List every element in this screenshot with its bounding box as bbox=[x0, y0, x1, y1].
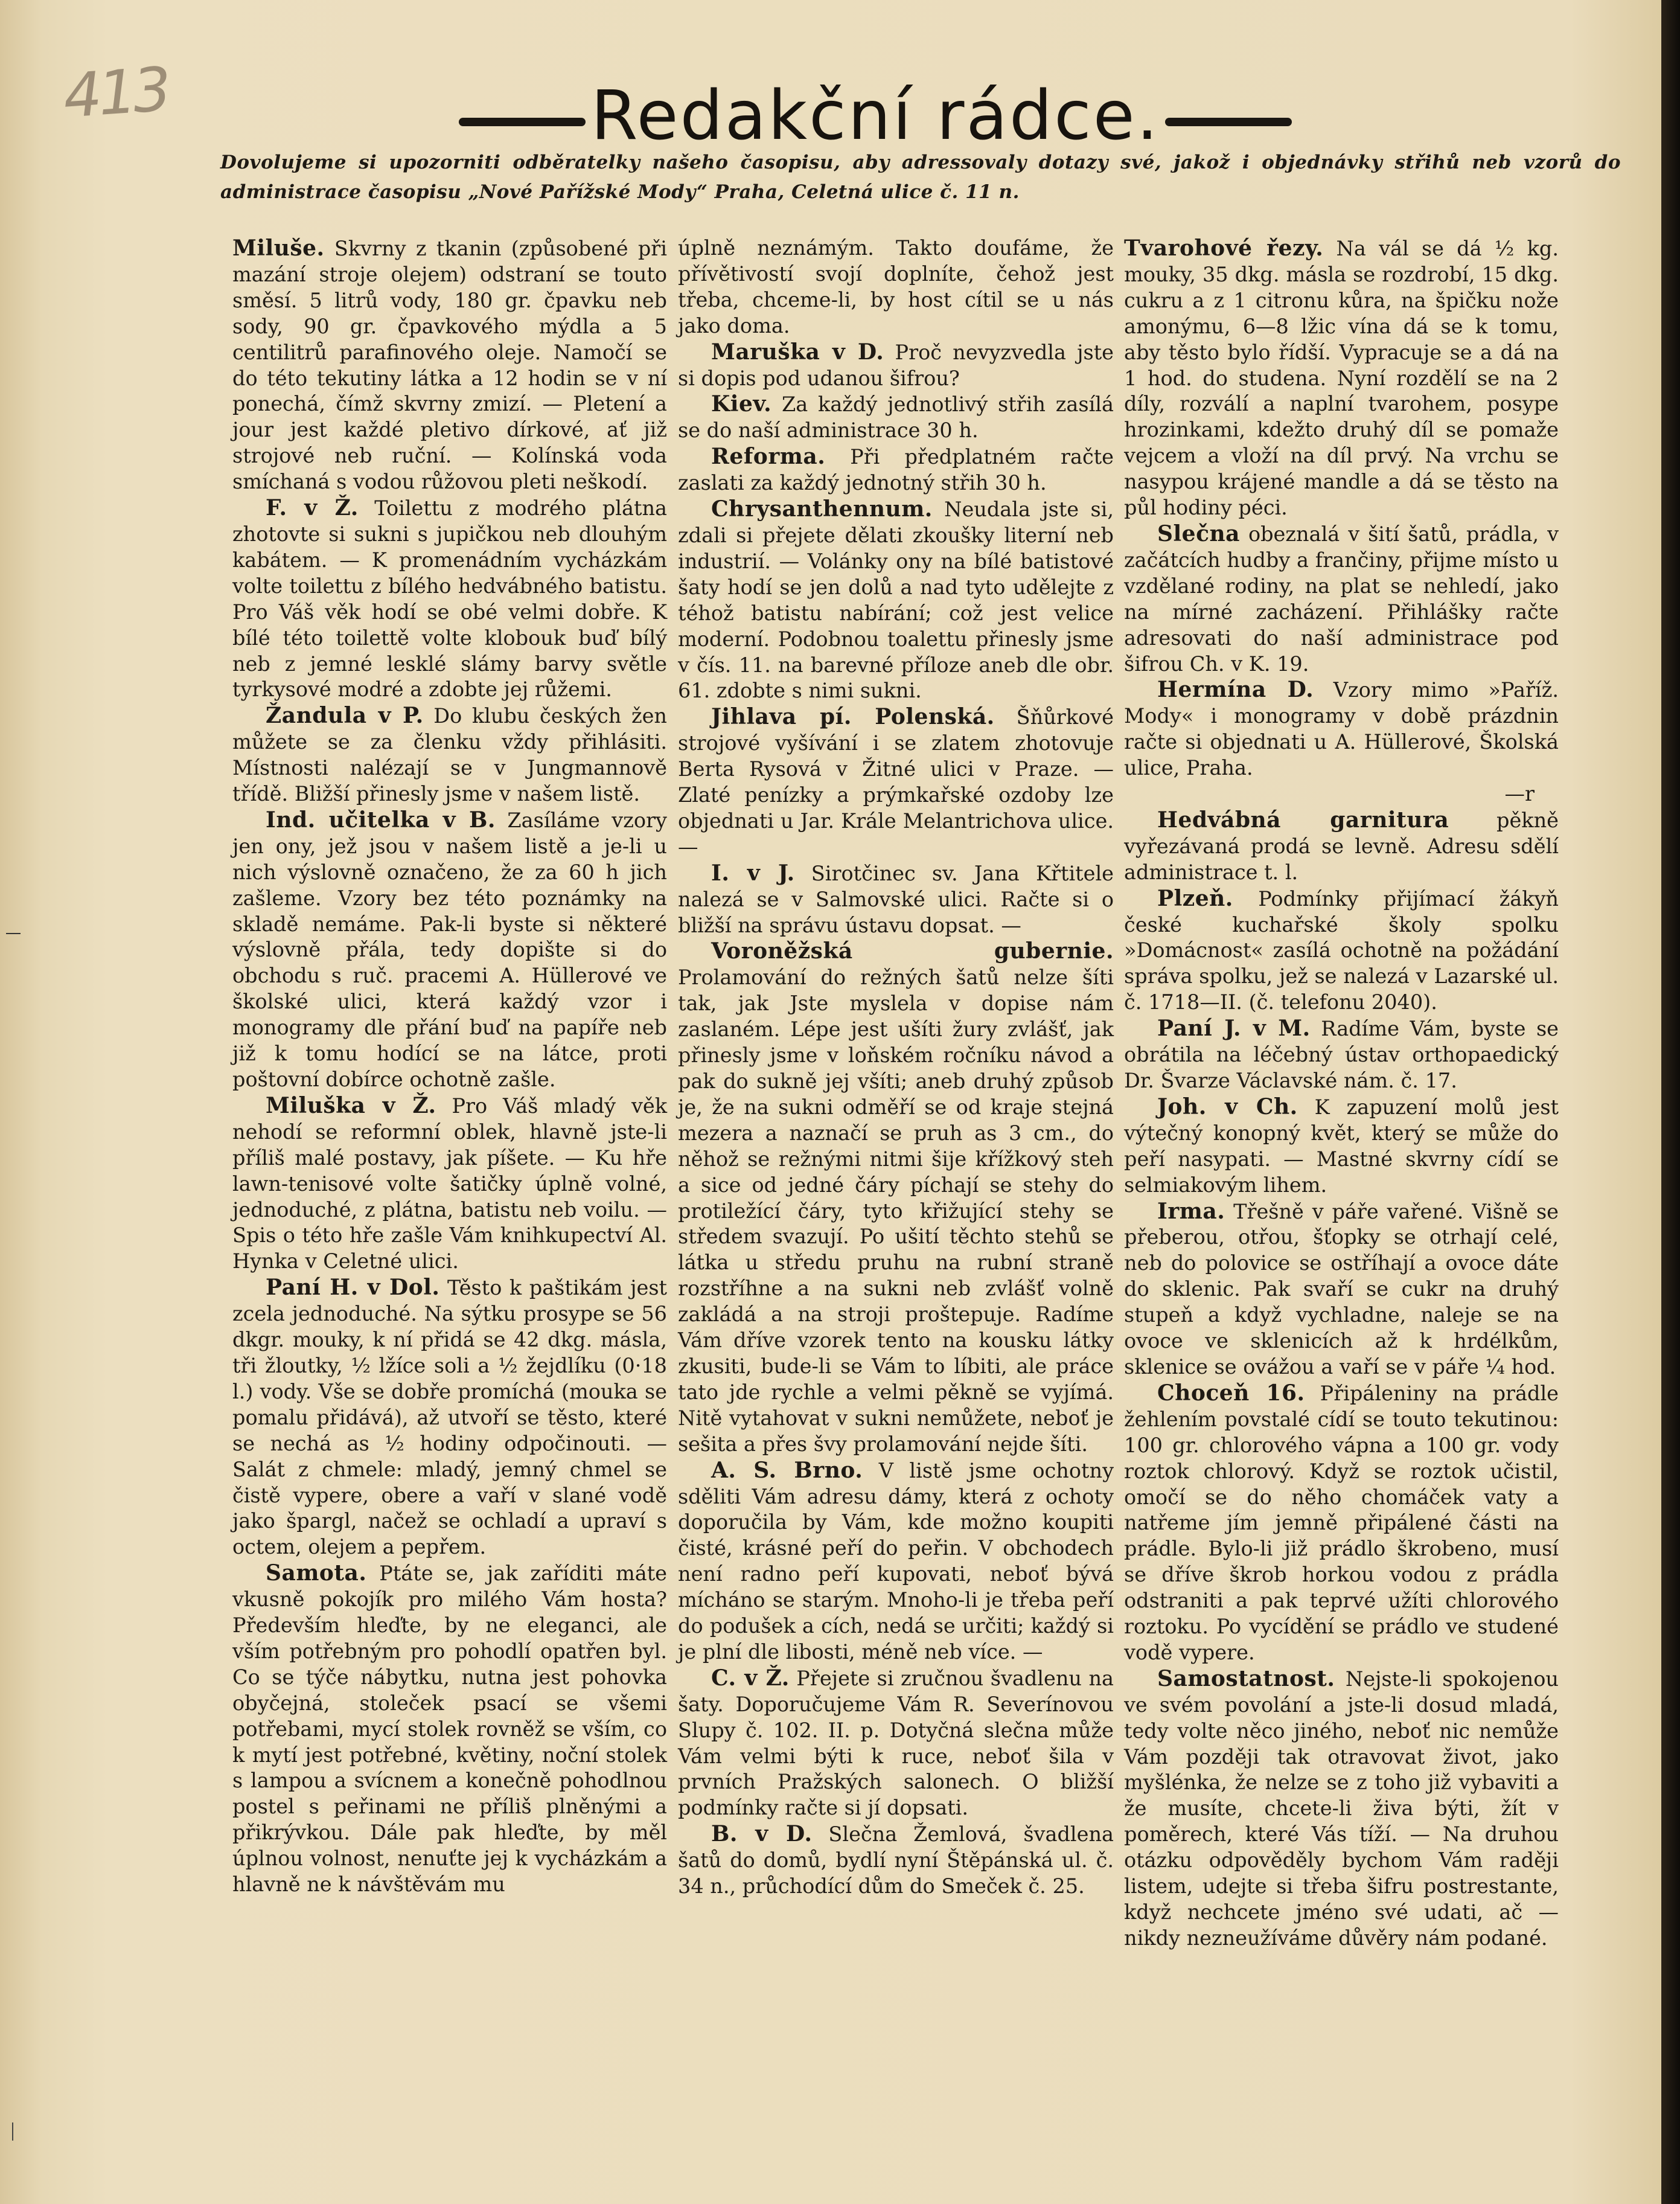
reply-text: Těsto k paštikám jest zcela jednoduché. Na sýtku prosype se 56 dkgr. mouky, k ní přidá se 42 dkg. másla, tři žloutky, ½ lžíce soli a ½ žejdlíku (0·18 l.) vody. Vše se dobře promíchá (mouka se pomalu přidává), až utvoří se těsto, které se nechá as ½ hodiny odpočinouti. — Salát z chmele: mladý, jemný chmel se čistě vypere, obere a vaří v slané vodě jako špargl, načež se ochladí a upraví s octem, olejem a pepřem. bbox=[232, 1276, 667, 1559]
reply-entry bbox=[1124, 1380, 1559, 1666]
reply-entry bbox=[678, 1665, 1114, 1821]
reply-entry bbox=[1124, 521, 1559, 677]
reply-text: Třešně v páře vařené. Višně se přeberou, otřou, šťopky se otrhají celé, neb do polovice se ostříhají a ovoce dáte do sklenic. Pak svaří se cukr na druhý stupeň a když vychladne, naleje se na ovoce ve sklenicích až k hrdélkům, sklenice se ovážou a vaří se v páře ¼ hod. bbox=[1124, 1199, 1559, 1379]
reply-entry bbox=[678, 860, 1114, 939]
column-1 bbox=[232, 235, 667, 1898]
reply-entry bbox=[678, 1821, 1114, 1900]
reply-addressee: Miluše. bbox=[232, 235, 325, 261]
reply-entry bbox=[232, 235, 667, 495]
reply-entry bbox=[678, 444, 1114, 496]
reply-entry bbox=[232, 1093, 667, 1275]
reply-addressee: Chrysanthennum. bbox=[711, 496, 933, 522]
reply-text: Přejete si zručnou švadlenu na šaty. Doporučujeme Vám R. Severínovou Slupy č. 102. II. p. Dotyčná slečna může Vám velmi býti k ruce, neboť šila v prvních Pražských salonech. O bližší podmínky račte si jí dopsati. bbox=[678, 1666, 1114, 1820]
reply-addressee: C. v Ž. bbox=[711, 1665, 790, 1691]
title-rule-right bbox=[1165, 118, 1292, 126]
reply-text: Radíme Vám, byste se obrátila na léčebný ústav orthopaedický Dr. Švarze Václavské nám. č. 17. bbox=[1124, 1017, 1559, 1092]
reply-addressee: Ind. učitelka v B. bbox=[266, 807, 496, 833]
section-header bbox=[0, 75, 1661, 157]
reply-text: Šňůrkové strojové vyšívání i se zlatem zhotovuje Berta Rysová v Žitné ulici v Praze. — Zlaté penízky a prýmkařské ozdoby lze objednati u Jar. Krále Melantrichova ulice. — bbox=[678, 705, 1114, 859]
reply-addressee: F. v Ž. bbox=[266, 495, 359, 521]
reply-addressee: Choceň 16. bbox=[1157, 1380, 1305, 1406]
reply-entry bbox=[1124, 677, 1559, 807]
reply-text: Skvrny z tkanin (způsobené při mazání stroje olejem) odstraní se touto směsí. 5 litrů vody, 180 gr. čpavku neb sody, 90 gr. čpavkového mýdla a 5 centilitrů parafinového oleje. Namočí se do této tekutiny látka a 12 hodin se v ní ponechá, čímž skvrny zmizí. — Pletení a jour jest každé pletivo dírkové, ať již strojové neb ruční. — Kolínská voda smíchaná s vodou růžovou pleti neškodí. bbox=[232, 237, 667, 494]
reply-addressee: Reforma. bbox=[711, 444, 826, 470]
reply-entry bbox=[232, 495, 667, 703]
reply-addressee: Slečna bbox=[1157, 521, 1240, 546]
reply-entry bbox=[1124, 1094, 1559, 1199]
reply-entry bbox=[678, 235, 1114, 339]
reply-text: Připáleniny na prádle žehlením povstalé cídí se touto tekutinou: 100 gr. chlorového vápna a 100 gr. vody roztok chlorový. Když se roztok učistil, omočí se do něho chomáček vaty a natřeme jím jemně připálené části na prádle. Bylo-li již prádlo škrobeno, musí se dříve škrob horkou vodou z prádla odstraniti a pak teprvé užíti chlorového roztoku. Po vycídění se prádlo ve studené vodě vypere. bbox=[1124, 1381, 1559, 1664]
reply-text: Proč nevyzvedla jste si dopis pod udanou šifrou? bbox=[678, 340, 1114, 390]
reply-addressee: Samota. bbox=[266, 1560, 367, 1586]
reply-entry bbox=[678, 938, 1114, 1457]
reply-entry bbox=[678, 391, 1114, 444]
reply-addressee: A. S. Brno. bbox=[711, 1457, 863, 1483]
reply-addressee: Kiev. bbox=[711, 391, 772, 417]
reply-addressee: Samostatnost. bbox=[1157, 1665, 1335, 1691]
reply-addressee: Tvarohové řezy. bbox=[1124, 235, 1324, 261]
reply-text: K zapuzení molů jest výtečný konopný květ, který se může do peří nasypati. — Mastné skvrny cídí se selmiakovým lihem. bbox=[1124, 1095, 1559, 1197]
reply-entry bbox=[678, 704, 1114, 860]
reply-text: Na vál se dá ½ kg. mouky, 35 dkg. másla se rozdrobí, 15 dkg. cukru a z 1 citronu kůra, na špičku nože amonýmu, 6—8 lžic vína dá se k tomu, aby těsto bylo řídší. Vypracuje se a dá na 1 hod. do studena. Nyní rozdělí se na 2 díly, rozválí a naplní tvarohem, posype hrozinkami, kdežto druhý díl se pomaže vejcem a vloží na díl prvý. Na vrchu se nasypou krájené mandle a dá se těsto na půl hodiny péci. bbox=[1124, 237, 1559, 520]
reply-entry bbox=[232, 1560, 667, 1898]
reply-text: Prolamování do režných šatů nelze šíti tak, jak Jste myslela v dopise nám zaslaném. Lépe jest ušíti žury zvlášť, jak přinesly jsme v loňském ročníku návod a pak do sukně jej všíti; aneb druhý způsob je, že na sukni odměří se od kraje stejná mezera a naznačí se pruh as 3 cm., do něhož se režnými nitmi šije křížkový steh a sice od jedné čáry píchají se stehy do protiležící čáry, tyto křižující stehy se středem svazují. Po ušití těchto stehů se látka u středu pruhu na rubní straně rozstříhne a na sukni neb zvlášť volně zakládá a na stroji proštepuje. Radíme Vám dříve vzorek tento na kousku látky zkusiti, bude-li se Vám to líbiti, ale práce tato jde rychle a velmi pěkně se vyjímá. Nitě vytahovat v sukni nemůžete, neboť je sešita a přes švy prolamování nejde šíti. bbox=[678, 966, 1114, 1456]
column-2 bbox=[678, 235, 1114, 1900]
reply-text: Pro Váš mladý věk nehodí se reformní oblek, hlavně jste-li příliš malé postavy, jak píšete. — Ku hře lawn-tenisové volte šatičky úplně volné, jednoduché, z plátna, batistu neb voilu. — Spis o této hře zašle Vám knihkupectví Al. Hynka v Celetné ulici. bbox=[232, 1094, 667, 1273]
reply-entry bbox=[1124, 1016, 1559, 1094]
reply-entry bbox=[232, 1275, 667, 1560]
reply-text: Slečna Žemlová, švadlena šatů do domů, bydlí nyní Štěpánská ul. č. 34 n., průchodící dům do Smeček č. 25. bbox=[678, 1822, 1114, 1898]
reply-addressee: Miluška v Ž. bbox=[266, 1092, 436, 1118]
reply-text: Za každý jednotlivý střih zasílá se do naší administrace 30 h. bbox=[678, 392, 1114, 443]
reply-text: úplně neznámým. Takto doufáme, že přívětivostí svojí doplníte, čehož jest třeba, chceme-li, by host cítil se u nás jako doma. bbox=[678, 236, 1114, 338]
margin-mark-lower bbox=[12, 2122, 13, 2141]
reply-addressee: B. v D. bbox=[711, 1821, 813, 1847]
reply-text: Podmínky přijímací žákyň české kuchařské školy spolku »Domácnost« zasílá ochotně na požádání správa spolku, jež se nalezá v Lazarské ul. č. 1718—II. (č. telefonu 2040). bbox=[1124, 886, 1559, 1014]
margin-mark bbox=[6, 933, 21, 934]
reply-text: Nejste-li spokojenou ve svém povolání a jste-li dosud mladá, tedy volte něco jiného, neboť nic nemůže Vám později tak otravovat život, jako myšlénka, že nelze se z toho již vybaviti a že musíte, chcete-li živa býti, žít v poměrech, které Vás tíží. — Na druhou otázku odpověděly bychom Vám raději listem, udejte si třeba šifru postrestante, když nechcete jméno své udati, ač — nikdy nezneužíváme důvěry nám podané. bbox=[1124, 1667, 1559, 1950]
reply-entry bbox=[232, 703, 667, 807]
reply-addressee: Žandula v P. bbox=[266, 703, 424, 729]
reply-addressee: I. v J. bbox=[711, 860, 795, 886]
reply-addressee: Joh. v Ch. bbox=[1157, 1094, 1298, 1120]
reply-text: Sirotčinec sv. Jana Křtitele nalezá se v Salmovské ulici. Račte si o bližší na správu ústavu dopsat. — bbox=[678, 861, 1114, 937]
reply-addressee: Hedvábná garnitura bbox=[1157, 807, 1449, 833]
reply-text: Toilettu z modrého plátna zhotovte si sukni s jupičkou neb dlouhým kabátem. — K promenádním vycházkám volte toilettu z bílého hedvábného batistu. Pro Váš věk hodí se obé velmi dobře. K bílé této toilettě volte klobouk buď bílý neb z jemné lesklé slámy barvy světle tyrkysové modré a zdobte jej růžemi. bbox=[232, 496, 667, 702]
title-rule-left bbox=[459, 118, 586, 126]
reply-entry bbox=[1124, 1199, 1559, 1380]
reply-addressee: Paní H. v Dol. bbox=[266, 1275, 440, 1301]
reply-addressee: Hermína D. bbox=[1157, 677, 1314, 703]
reply-text: pěkně vyřezávaná prodá se levně. Adresu sdělí administrace t. l. bbox=[1124, 808, 1559, 884]
reply-entry bbox=[1124, 807, 1559, 886]
reply-addressee: Maruška v D. bbox=[711, 339, 884, 365]
reply-text: Ptáte se, jak zaříditi máte vkusně pokojík pro milého Vám hosta? Především hleďte, by ne eleganci, ale vším potřebným pro pohodlí opatřen byl. Co se týče nábytku, nutna jest pohovka obyčejná, stoleček psací se všemi potřebami, mycí stolek rovněž se vším, co k mytí jest potřebné, květiny, noční stolek s lampou a svícnem a konečně pohodlnou postel s peřinami ne příliš plněnými a přikrývkou. Dále pak hleďte, by měl úplnou volnost, nenuťte jej k vycházkám a hlavně ne k návštěvám mu bbox=[232, 1562, 667, 1897]
reply-entry bbox=[678, 496, 1114, 704]
editorial-notice: Dovolujeme si upozorniti odběratelky našeho časopisu, aby adressovaly dotazy své, jakož i objednávky střihů neb vzorů do administrace časopisu „Nové Pařížské Mody“ Praha, Celetná ulice č. 11 n. bbox=[220, 152, 1621, 203]
reply-addressee: Plzeň. bbox=[1157, 885, 1233, 911]
reply-text: V listě jsme ochotny sděliti Vám adresu dámy, která z ochoty doporučila by Vám, kde možno koupiti čisté, krásné peří do peřin. V obchodech není radno peří kupovati, neboť bývá mícháno se starým. Mnoho-li je třeba peří do podušek a cích, nedá se určiti; každý si je plní dle libosti, méně neb více. — bbox=[678, 1458, 1114, 1664]
scan-edge bbox=[1661, 0, 1680, 2204]
reply-entry bbox=[678, 339, 1114, 392]
reply-entry bbox=[232, 807, 667, 1093]
reply-text: Při předplatném račte zaslati za každý jednotný střih 30 h. bbox=[678, 445, 1114, 495]
column-3 bbox=[1124, 235, 1559, 1952]
reply-addressee: Voroněžská gubernie. bbox=[711, 938, 1114, 964]
reply-text: Do klubu českých žen můžete se za členku vždy přihlásiti. Místnosti nalézají se v Jungmannově třídě. Bližší přinesly jsme v našem listě. bbox=[232, 704, 668, 806]
reply-entry bbox=[1124, 886, 1559, 1016]
reply-text: Zasíláme vzory jen ony, jež jsou v našem listě a je-li u nich výslovně označeno, že za 60 h jich zašleme. Vzory bez této poznámky na skladě nemáme. Pak-li byste si některé výslovně přála, tedy dopište si do obchodu s ruč. pracemi A. Hüllerové ve školské ulici, která každý vzor i monogramy dle přání buď na papíře neb již k tomu hodící se na látce, proti poštovní dobírce ochotně zašle. bbox=[232, 808, 667, 1091]
pencil-page-number: 413 bbox=[61, 54, 170, 132]
reply-entry bbox=[678, 1458, 1114, 1665]
reply-text: Vzory mimo »Paříž. Mody« i monogramy v době prázdnin račte si objednati u A. Hüllerové, Školská ulice, Praha. bbox=[1124, 678, 1559, 780]
reply-entry bbox=[1124, 235, 1559, 521]
reply-addressee: Irma. bbox=[1157, 1198, 1225, 1224]
reply-addressee: Paní J. v M. bbox=[1157, 1016, 1311, 1042]
reply-text: Neudala jste si, zdali si přejete dělati zkoušky literní neb industrií. — Volánky ony na bílé batistové šaty hodí se jen dolů a nad tyto udělejte z téhož batistu nabírání; což jest velice moderní. Podobnou toalettu přinesly jsme v čís. 11. na barevné příloze aneb dle obr. 61. zdobte s nimi sukni. bbox=[678, 498, 1114, 703]
section-title: Redakční rádce. bbox=[590, 77, 1160, 155]
reply-text: obeznalá v šití šatů, prádla, v začátcích hudby a frančiny, přijme místo u vzdělané rodiny, na plat se nehledí, jako na mírné zacházení. Přihlášky račte adresovati do naší administrace pod šifrou Ch. v K. 19. bbox=[1124, 522, 1559, 676]
reply-addressee: Jihlava pí. Polenská. bbox=[711, 704, 995, 730]
reply-signature: —r bbox=[1504, 782, 1535, 806]
reply-entry bbox=[1124, 1666, 1559, 1952]
